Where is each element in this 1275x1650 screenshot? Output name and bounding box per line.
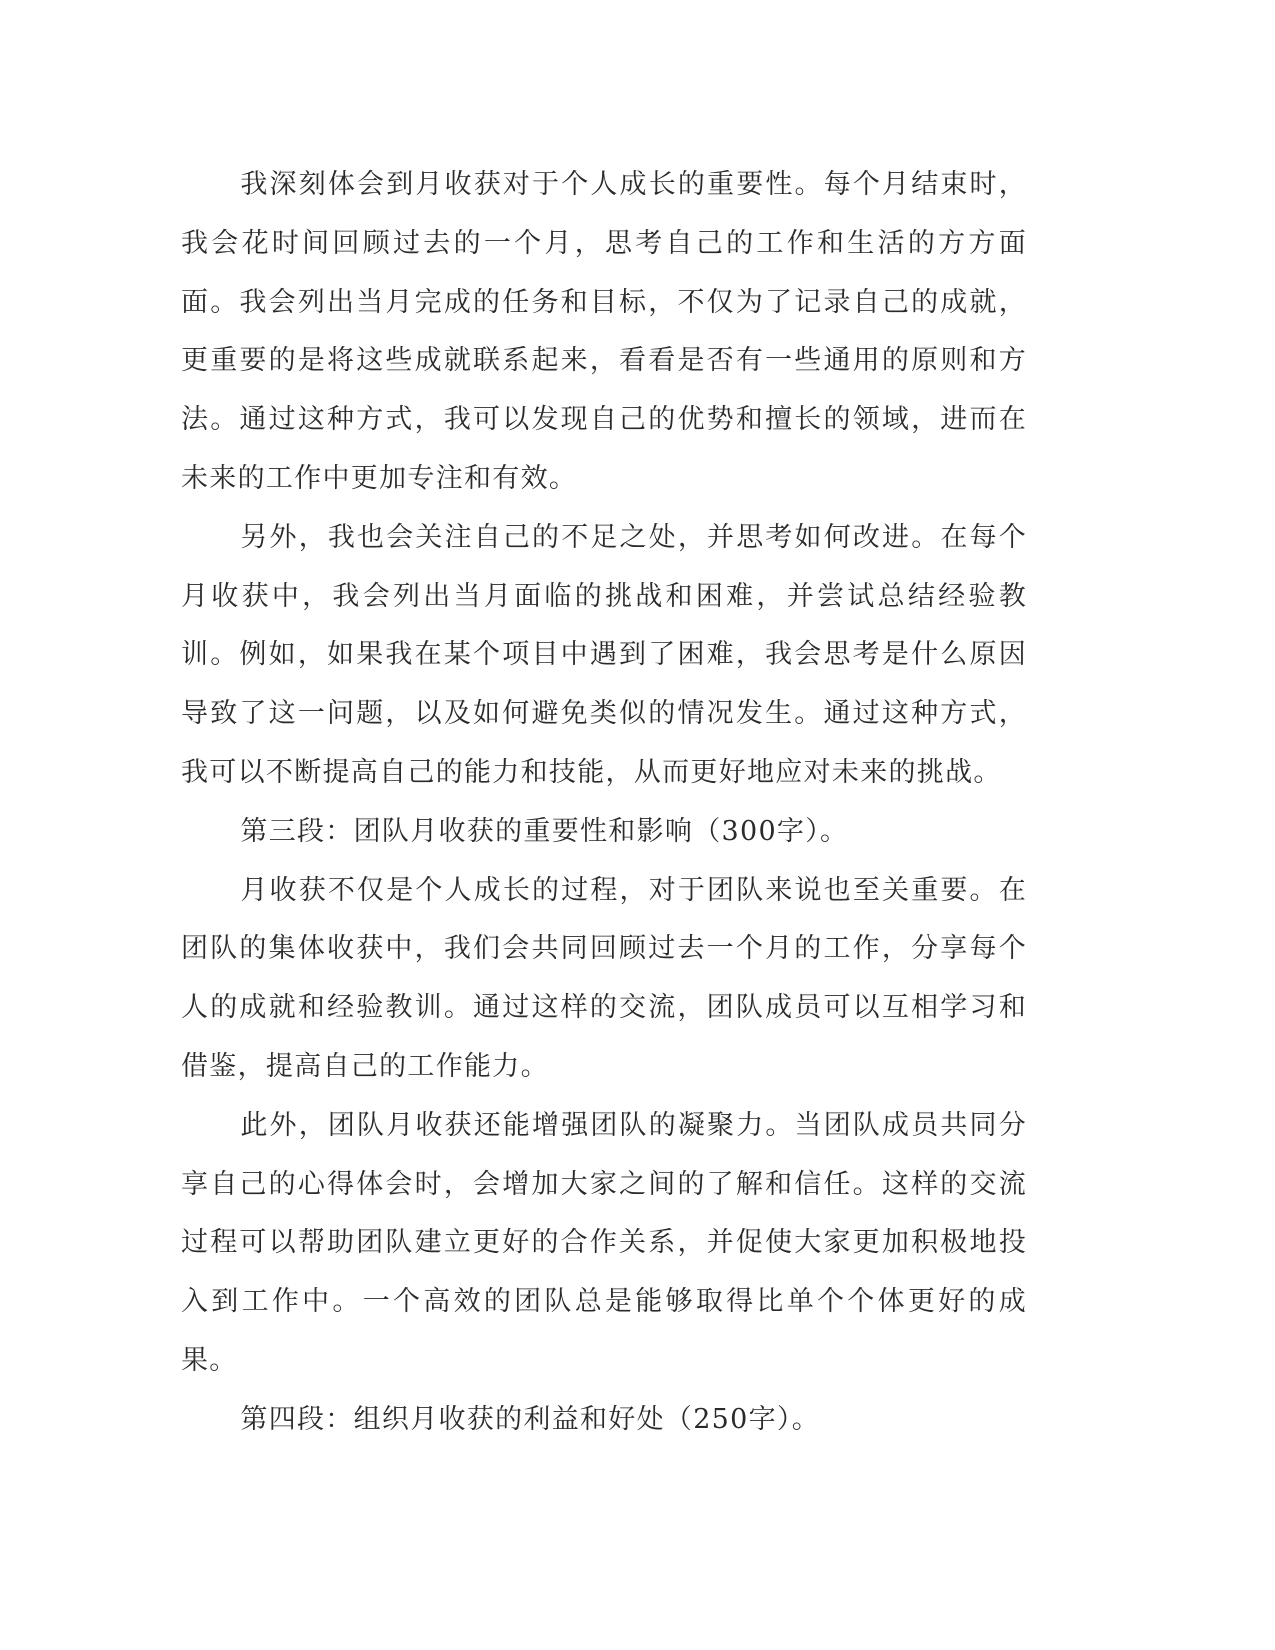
- paragraph-personal-growth: 我深刻体会到月收获对于个人成长的重要性。每个月结束时，我会花时间回顾过去的一个月，思考自己的工作和生活的方方面面。我会列出当月完成的任务和目标，不仅为了记录自己的成就，更重要的是将这些成就联系起来，看看是否有一些通用的原则和方法。通过这种方式，我可以发现自己的优势和擅长的领域，进而在未来的工作中更加专注和有效。: [181, 169, 1027, 494]
- section-heading-organization: 第四段：组织月收获的利益和好处（250字）。: [240, 1403, 821, 1435]
- document-page: [181, 156, 1027, 1450]
- paragraph-team-cohesion: 此外，团队月收获还能增强团队的凝聚力。当团队成员共同分享自己的心得体会时，会增加大家之间的了解和信任。这样的交流过程可以帮助团队建立更好的合作关系，并促使大家更加积极地投入到工作中。一个高效的团队总是能够取得比单个个体更好的成果。: [181, 1109, 1027, 1376]
- section-heading-team: 第三段：团队月收获的重要性和影响（300字）。: [240, 815, 849, 847]
- paragraph-team-harvest: 月收获不仅是个人成长的过程，对于团队来说也至关重要。在团队的集体收获中，我们会共同回顾过去一个月的工作，分享每个人的成就和经验教训。通过这样的交流，团队成员可以互相学习和借鉴，提高自己的工作能力。: [181, 874, 1027, 1082]
- paragraph-shortcomings: 另外，我也会关注自己的不足之处，并思考如何改进。在每个月收获中，我会列出当月面临的挑战和困难，并尝试总结经验教训。例如，如果我在某个项目中遇到了困难，我会思考是什么原因导致了这一问题，以及如何避免类似的情况发生。通过这种方式，我可以不断提高自己的能力和技能，从而更好地应对未来的挑战。: [181, 521, 1027, 788]
